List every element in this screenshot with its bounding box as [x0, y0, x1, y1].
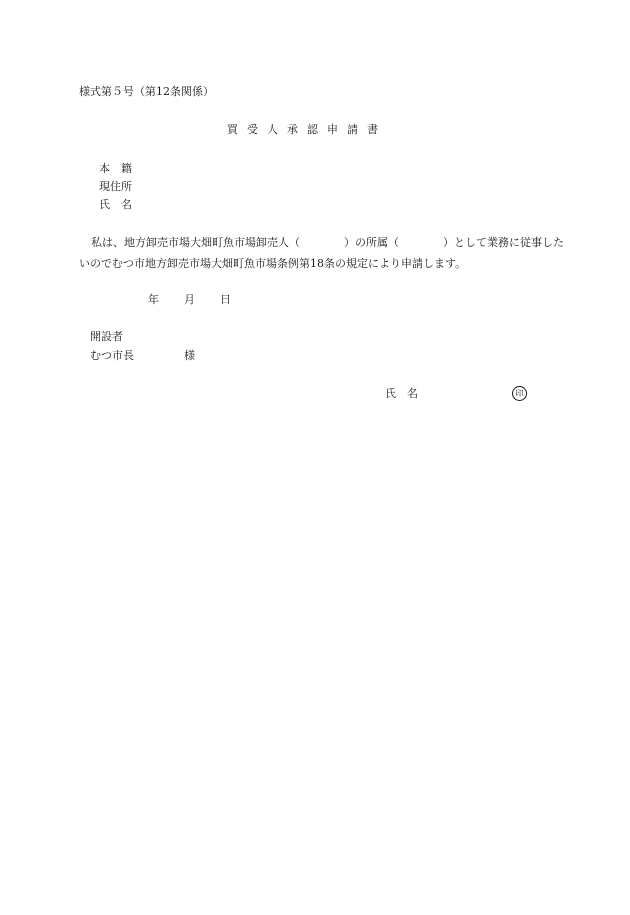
- addressee-name: むつ市長: [90, 349, 134, 362]
- field-address: 現住所: [99, 180, 132, 193]
- body-line-1: 私は、地方卸売市場大畑町魚市場卸売人（ ）の所属（ ）として業務に従事した: [91, 236, 564, 249]
- addressee-honorific: 様: [184, 349, 195, 362]
- form-number: 様式第５号（第12条関係）: [79, 85, 214, 98]
- field-name: 氏 名: [99, 198, 132, 211]
- document-title: 買受人承認申請書: [227, 123, 387, 136]
- seal-mark: 印: [512, 386, 527, 401]
- body-line-2: いのでむつ市地方卸売市場大畑町魚市場条例第18条の規定により申請します。: [79, 257, 467, 270]
- signature-label: 氏 名: [385, 387, 418, 400]
- addressee-role: 開設者: [90, 330, 123, 343]
- date-day: 日: [220, 293, 231, 306]
- date-year: 年: [148, 293, 159, 306]
- date-month: 月: [184, 293, 195, 306]
- field-honseki: 本 籍: [99, 162, 132, 175]
